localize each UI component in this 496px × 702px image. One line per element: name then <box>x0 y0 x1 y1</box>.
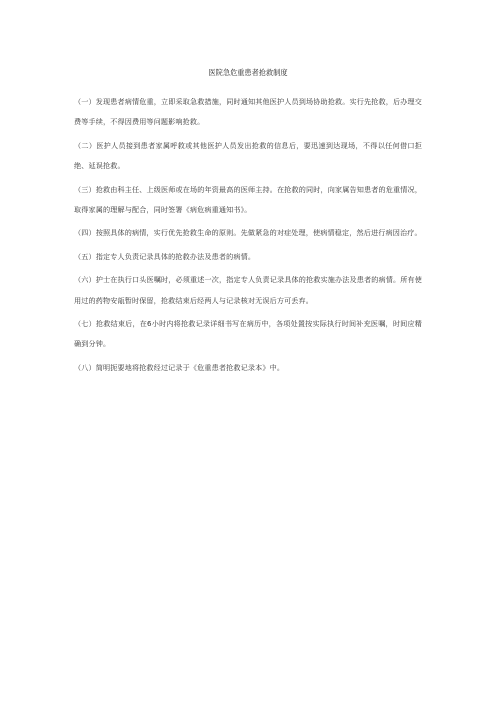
document-body <box>74 92 422 381</box>
paragraph-3: （三）抢救由科主任、上级医师或在场的年资最高的医师主持。在抢救的同时，向家属告知患者的危重情况，取得家属的理解与配合，同时签署《病危病重通知书》。 <box>74 184 422 215</box>
paragraph-4: （四）按照具体的病情，实行优先抢救生命的原则。先做紧急的对症处理，使病情稳定，然后进行病因治疗。 <box>74 228 422 238</box>
document-title: 医院急危重患者抢救制度 <box>208 68 288 77</box>
paragraph-7: （七）抢救结束后，在6小时内将抢救记录详细书写在病历中，各项处置按实际执行时间补充医嘱，时间应精确到分钟。 <box>74 319 422 349</box>
paragraph-2: （二）医护人员接到患者家属呼救或其他医护人员发出抢救的信息后，要迅速到达现场，不得以任何借口拒绝、延误抢救。 <box>74 140 422 171</box>
paragraph-5: （五）指定专人负责记录具体的抢救办法及患者的病情。 <box>74 251 256 261</box>
paragraph-6: （六）护士在执行口头医嘱时，必须重述一次，指定专人负责记录具体的抢救实施办法及患者的病情。所有使用过的药物安瓿暂时保留，抢救结束后经两人与记录核对无误后方可丢弃。 <box>74 275 422 305</box>
paragraph-1: （一）发现患者病情危重，立即采取急救措施，同时通知其他医护人员到场协助抢救。实行先抢救，后办理交费等手续，不得因费用等问题影响抢救。 <box>74 97 422 127</box>
paragraph-8: （八）简明扼要地将抢救经过记录于《危重患者抢救记录本》中。 <box>74 362 285 372</box>
